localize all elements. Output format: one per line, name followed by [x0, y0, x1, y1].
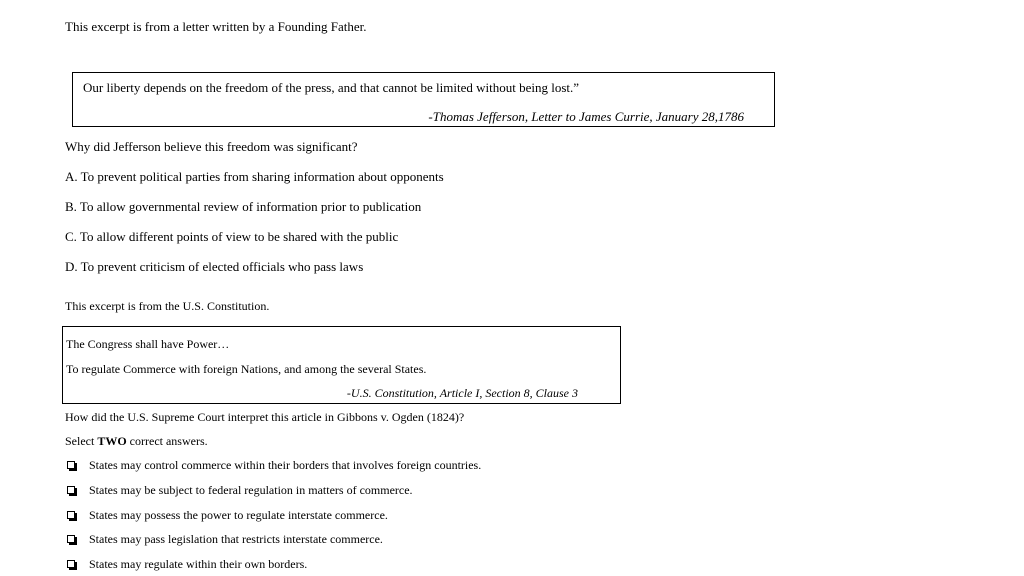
answer-choice-3[interactable]: States may possess the power to regulate interstate commerce.	[89, 508, 388, 522]
answer-option-d[interactable]: D. To prevent criticism of elected officials who pass laws	[65, 259, 364, 274]
select-instruction-suffix: correct answers.	[126, 434, 208, 448]
quote-text-jefferson: Our liberty depends on the freedom of the press, and that cannot be limited without being lost.”	[83, 80, 580, 95]
select-instruction-prefix: Select	[65, 434, 98, 448]
select-instruction-count: TWO	[97, 434, 127, 448]
answer-option-c[interactable]: C. To allow different points of view to be shared with the public	[65, 229, 399, 244]
answer-choice-5[interactable]: States may regulate within their own borders.	[89, 557, 308, 571]
checkbox-icon[interactable]	[67, 560, 75, 568]
quote-attribution-constitution: -U.S. Constitution, Article I, Section 8, Clause 3	[346, 386, 578, 400]
answer-choice-4[interactable]: States may pass legislation that restricts interstate commerce.	[89, 532, 383, 546]
quote-line-1-constitution: The Congress shall have Power…	[66, 337, 230, 351]
checkbox-icon[interactable]	[67, 511, 75, 519]
question-1: Why did Jefferson believe this freedom was significant?	[65, 139, 358, 154]
quote-box-constitution	[62, 326, 621, 404]
quote-attribution-jefferson: -Thomas Jefferson, Letter to James Currie, January 28,1786	[428, 109, 744, 124]
answer-option-a[interactable]: A. To prevent political parties from sharing information about opponents	[65, 169, 444, 184]
checkbox-icon[interactable]	[67, 486, 75, 494]
answer-choice-1[interactable]: States may control commerce within their borders that involves foreign countries.	[89, 458, 482, 472]
answer-choice-2[interactable]: States may be subject to federal regulation in matters of commerce.	[89, 483, 413, 497]
excerpt-intro-2: This excerpt is from the U.S. Constitution.	[65, 299, 270, 313]
question-2: How did the U.S. Supreme Court interpret this article in Gibbons v. Ogden (1824)?	[65, 410, 465, 424]
excerpt-intro-1: This excerpt is from a letter written by a Founding Father.	[65, 19, 367, 34]
select-instruction	[65, 434, 208, 449]
answer-option-b[interactable]: B. To allow governmental review of information prior to publication	[65, 199, 422, 214]
quote-line-2-constitution: To regulate Commerce with foreign Nations, and among the several States.	[66, 362, 427, 376]
checkbox-icon[interactable]	[67, 461, 75, 469]
quote-box-jefferson	[72, 72, 775, 127]
checkbox-icon[interactable]	[67, 535, 75, 543]
